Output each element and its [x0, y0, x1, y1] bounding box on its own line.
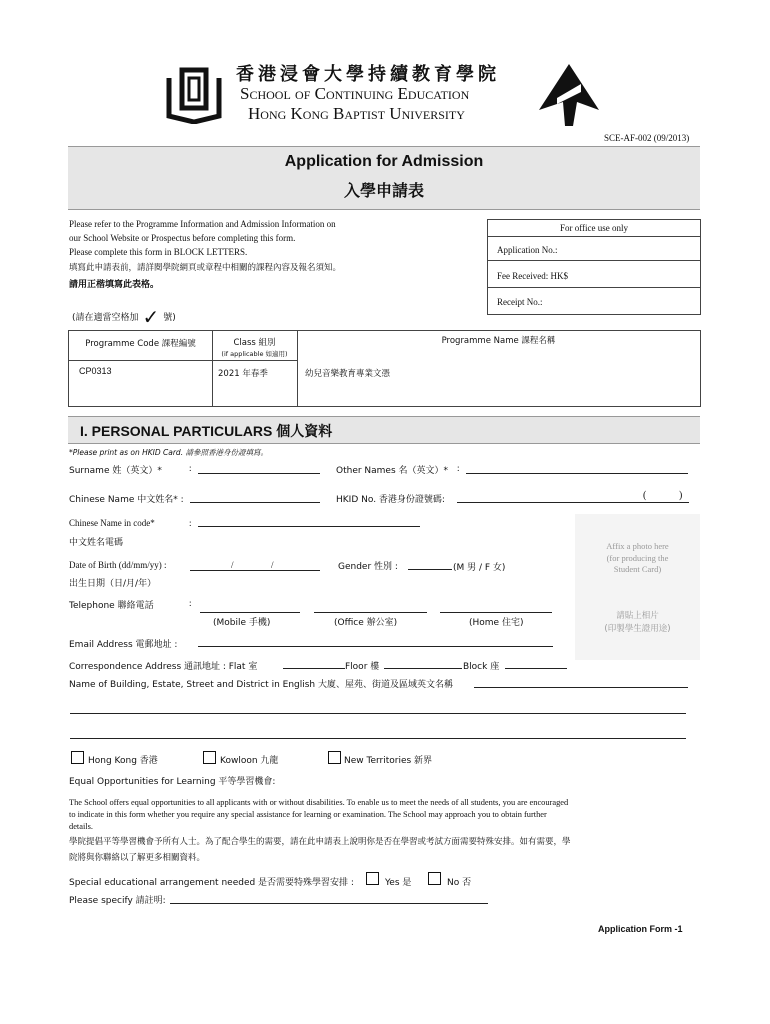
- photo-box[interactable]: [575, 514, 700, 660]
- no-label: No 否: [447, 878, 472, 888]
- programme-code-header: Programme Code 課程編號: [85, 339, 196, 349]
- programme-name-value[interactable]: 幼兒音樂教育專業文憑: [305, 369, 391, 379]
- table-row-divider: [69, 360, 297, 361]
- address-label: Correspondence Address 通訊地址 : Flat 室: [69, 662, 258, 672]
- office-phone-field[interactable]: [314, 612, 427, 613]
- title-chinese: 入學申請表: [343, 181, 424, 200]
- instruction-line: Please refer to the Programme Information and Admission Information on: [69, 219, 336, 229]
- tick-mark-icon: ✓: [142, 304, 160, 329]
- chinese-name-label: Chinese Name 中文姓名* :: [69, 495, 184, 505]
- hkid-label: HKID No. 香港身份證號碼:: [336, 495, 445, 505]
- fee-received-label: Fee Received: HK$: [497, 271, 568, 281]
- hkid-note: *Please print as on HKID Card. 請參照香港身份證填寫。: [69, 448, 268, 457]
- photo-text-cn-1: 請貼上相片: [616, 611, 659, 621]
- dob-label: Date of Birth (dd/mm/yy) :: [69, 560, 167, 570]
- hkid-check-close: ): [679, 490, 683, 501]
- hkid-check-open: (: [643, 490, 647, 501]
- class-header: Class 組別: [233, 338, 276, 348]
- photo-text-en-2: (for producing the: [606, 553, 669, 563]
- photo-text-cn-2: (印製學生證用途): [604, 624, 671, 634]
- gender-label: Gender 性別 :: [338, 562, 398, 572]
- kowloon-checkbox[interactable]: [203, 751, 216, 764]
- office-rule: [488, 287, 700, 288]
- page-label: Application Form -1: [598, 924, 683, 934]
- new-territories-checkbox[interactable]: [328, 751, 341, 764]
- mobile-field[interactable]: [200, 612, 300, 613]
- home-phone-label: (Home 住宅): [469, 618, 524, 628]
- instruction-line: our School Website or Prospectus before completing this form.: [69, 233, 296, 243]
- surname-field[interactable]: [198, 473, 320, 474]
- mobile-label: (Mobile 手機): [213, 618, 271, 628]
- tree-logo: [537, 62, 601, 128]
- title-english: Application for Admission: [284, 153, 484, 170]
- chinese-code-label-cn: 中文姓名電碼: [69, 538, 124, 548]
- new-territories-label: New Territories 新界: [344, 756, 433, 766]
- office-use-title: For office use only: [559, 223, 629, 233]
- floor-label: Floor 樓: [345, 662, 380, 672]
- address-line-3[interactable]: [70, 738, 686, 739]
- yes-checkbox[interactable]: [366, 872, 379, 885]
- class-value[interactable]: 2021 年春季: [218, 369, 268, 379]
- dob-slash-2: /: [271, 560, 274, 570]
- school-name-english-2: Hong Kong Baptist University: [248, 104, 465, 123]
- class-header-sub: (if applicable 如適用): [221, 350, 288, 358]
- gender-field[interactable]: [408, 569, 452, 570]
- programme-table: [68, 330, 701, 407]
- flat-field[interactable]: [283, 668, 345, 669]
- no-checkbox[interactable]: [428, 872, 441, 885]
- photo-text-en-1: Affix a photo here: [606, 541, 669, 551]
- application-no-label: Application No.:: [497, 245, 558, 255]
- equal-text: details.: [69, 822, 93, 831]
- instruction-line: Please complete this form in BLOCK LETTERS.: [69, 247, 248, 257]
- yes-label: Yes 是: [385, 878, 412, 888]
- chinese-name-field[interactable]: [190, 502, 320, 503]
- section-heading: I. PERSONAL PARTICULARS 個人資料: [80, 423, 333, 439]
- floor-field[interactable]: [384, 668, 462, 669]
- email-label: Email Address 電郵地址 :: [69, 640, 178, 650]
- dob-slash-1: /: [231, 560, 234, 570]
- other-names-colon: :: [457, 463, 460, 473]
- hkid-field[interactable]: [457, 502, 689, 503]
- equal-text: to indicate in this form whether you require any special assistance for learning or examination. The School may approach you to obtain further: [69, 810, 547, 819]
- dob-label-cn: 出生日期（日/月/年）: [69, 579, 157, 589]
- building-field[interactable]: [474, 687, 688, 688]
- programme-code-value[interactable]: CP0313: [79, 366, 112, 376]
- office-rule: [488, 260, 700, 261]
- equal-text-cn: 學院提倡平等學習機會予所有人士。為了配合學生的需要，請在此申請表上說明你是否在學習或考試方面需要特殊安排。如有需要，學: [69, 837, 571, 847]
- equal-text-cn: 院將與你聯絡以了解更多相關資料。: [69, 853, 206, 863]
- block-label: Block 座: [463, 662, 500, 672]
- form-code: SCE-AF-002 (09/2013): [604, 133, 690, 143]
- other-names-label: Other Names 名（英文）*: [336, 466, 449, 476]
- instruction-line: 請用正楷填寫此表格。: [69, 280, 160, 290]
- address-line-2[interactable]: [70, 713, 686, 714]
- gender-options: (M 男 / F 女): [453, 563, 506, 573]
- specify-field[interactable]: [170, 903, 488, 904]
- hong-kong-checkbox[interactable]: [71, 751, 84, 764]
- surname-colon: :: [189, 463, 192, 473]
- tick-note: [72, 304, 176, 329]
- school-logo: [165, 66, 223, 124]
- email-field[interactable]: [198, 646, 553, 647]
- tick-note-post: 號): [163, 313, 176, 323]
- chinese-code-colon: :: [189, 518, 192, 528]
- office-use-box: [487, 219, 701, 315]
- telephone-label: Telephone 聯絡電話: [69, 601, 154, 611]
- instruction-line: 填寫此申請表前，請詳閱學院網頁或章程中相關的課程內容及報名須知。: [69, 263, 342, 273]
- tick-note-pre: (請在適當空格加: [72, 313, 139, 323]
- other-names-field[interactable]: [466, 473, 688, 474]
- home-phone-field[interactable]: [440, 612, 552, 613]
- receipt-no-label: Receipt No.:: [497, 297, 543, 307]
- block-field[interactable]: [505, 668, 567, 669]
- hong-kong-label: Hong Kong 香港: [88, 756, 158, 766]
- equal-text: The School offers equal opportunities to all applicants with or without disabilities. To enable us to meet the needs of all students, you are encouraged: [69, 798, 569, 807]
- programme-name-header: Programme Name 課程名稱: [441, 336, 556, 346]
- telephone-colon: :: [189, 598, 192, 608]
- chinese-code-label: Chinese Name in code*: [69, 518, 155, 528]
- chinese-code-field[interactable]: [198, 526, 420, 527]
- equal-opportunities-heading: Equal Opportunities for Learning 平等學習機會:: [69, 777, 276, 787]
- photo-text-en-3: Student Card): [613, 564, 662, 574]
- dob-field[interactable]: [190, 570, 320, 571]
- specify-label: Please specify 請註明:: [69, 896, 166, 906]
- school-name-english-1: School of Continuing Education: [240, 84, 470, 103]
- office-title-rule: [488, 236, 700, 237]
- building-label: Name of Building, Estate, Street and District in English 大廈、屋苑、街道及區域英文名稱: [69, 680, 453, 690]
- special-arrangement-label: Special educational arrangement needed 是否需要特殊學習安排 :: [69, 878, 354, 888]
- school-name-chinese: 香港浸會大學持續教育學院: [236, 64, 500, 85]
- office-phone-label: (Office 辦公室): [334, 618, 398, 628]
- kowloon-label: Kowloon 九龍: [220, 756, 279, 766]
- surname-label: Surname 姓（英文）*: [69, 466, 162, 476]
